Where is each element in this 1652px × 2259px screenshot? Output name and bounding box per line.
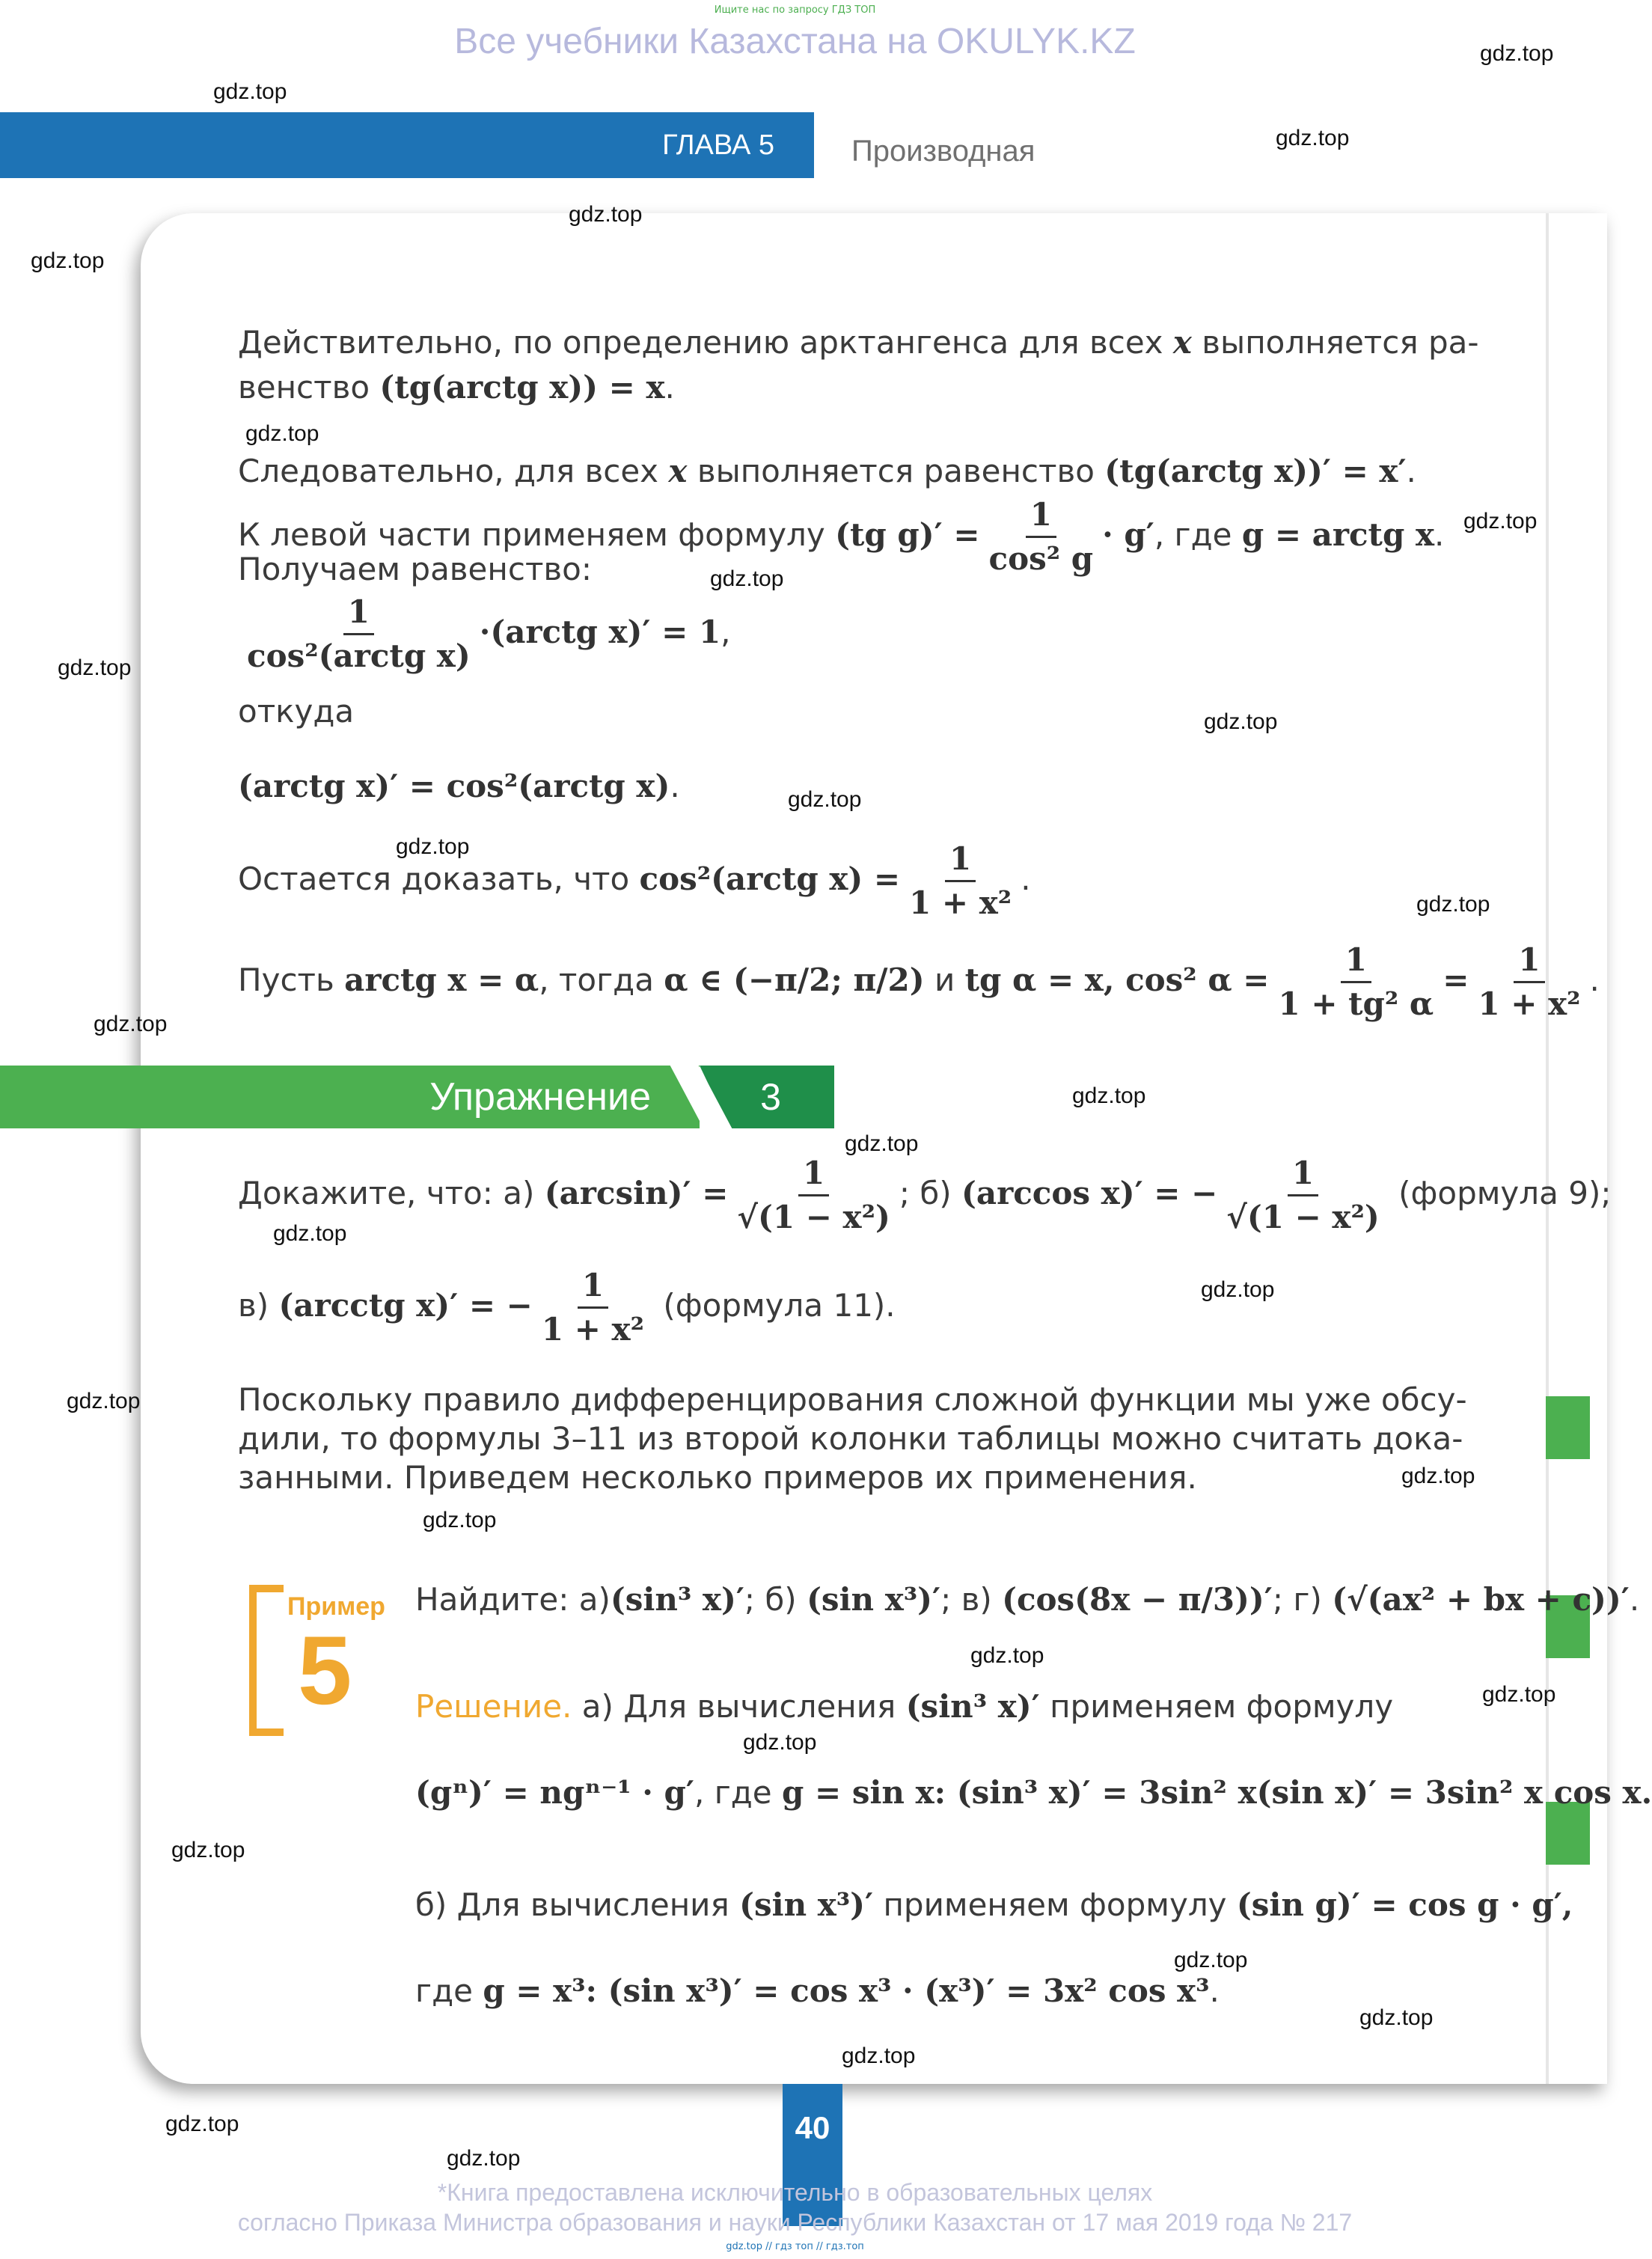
watermark: gdz.top xyxy=(845,1131,919,1156)
watermark: gdz.top xyxy=(970,1643,1044,1668)
body-line-1: Действительно, по определению арктангенса для всех x выполняется ра- xyxy=(238,324,1479,361)
watermark: gdz.top xyxy=(710,566,784,591)
body-line-5: Получаем равенство: xyxy=(238,551,593,587)
body-line-7: Остается доказать, что cos²(arctg x) = $\frac{1}{\text{1 + x²}}$ . xyxy=(238,834,1031,924)
watermark: gdz.top xyxy=(58,655,132,680)
exercise-number: 3 xyxy=(760,1076,781,1118)
watermark: gdz.top xyxy=(171,1838,245,1862)
footer-tiny: gdz.top // гдз топ // гдз.топ xyxy=(726,2241,864,2252)
solution-line-1: Решение. а) Для вычисления (sin³ x)′ применяем формулу xyxy=(415,1688,1394,1725)
chapter-title: Производная xyxy=(851,135,1035,168)
watermark: gdz.top xyxy=(245,421,319,446)
watermark: gdz.top xyxy=(396,834,470,859)
watermark: gdz.top xyxy=(447,2146,521,2171)
body-line-4: К левой части применяем формулу (tg g)′ = $\frac{1}{\text{cos² g}}$ · g′, где g = arctg x. xyxy=(238,490,1444,580)
watermark: gdz.top xyxy=(1204,709,1278,734)
solution-word: Решение. xyxy=(415,1688,572,1725)
watermark: gdz.top xyxy=(1401,1464,1475,1488)
watermark: gdz.top xyxy=(1482,1682,1556,1707)
paragraph-line-3: занными. Приведем несколько примеров их применения. xyxy=(238,1459,1197,1496)
watermark: gdz.top xyxy=(31,248,105,273)
side-tab xyxy=(1546,1396,1590,1459)
body-line-3: Следовательно, для всех x выполняется равенство (tg(arctg x))′ = x′. xyxy=(238,453,1416,489)
equation-1: $\frac{1}{\text{cos²(arctg x)}}$ ·(arctg x)′ = 1, xyxy=(238,587,731,677)
watermark: gdz.top xyxy=(94,1012,168,1036)
watermark: gdz.top xyxy=(1072,1083,1146,1108)
example-task: Найдите: а)(sin³ x)′; б) (sin x³)′; в) (cos(8x − π/3))′; г) (√(ax² + bx + c))′. xyxy=(415,1581,1640,1618)
body-line-2: венство (tg(arctg x)) = x. xyxy=(238,369,675,406)
watermark: gdz.top xyxy=(842,2044,916,2068)
watermark: gdz.top xyxy=(1416,892,1490,917)
site-title: Все учебники Казахстана на OKULYK.KZ xyxy=(454,22,1136,61)
footer-line-1: *Книга предоставлена исключительно в образовательных целях xyxy=(437,2179,1153,2206)
watermark: gdz.top xyxy=(569,202,643,227)
chapter-label: ГЛАВА 5 xyxy=(662,129,774,161)
watermark: gdz.top xyxy=(213,79,287,104)
solution-line-3: б) Для вычисления (sin x³)′ применяем формулу (sin g)′ = cos g · g′, xyxy=(415,1886,1573,1923)
search-hint: Ищите нас по запросу ГДЗ ТОП xyxy=(714,4,876,16)
solution-line-4: где g = x³: (sin x³)′ = cos x³ · (x³)′ = 3x² cos x³. xyxy=(415,1972,1220,2009)
watermark: gdz.top xyxy=(1276,126,1350,150)
watermark: gdz.top xyxy=(788,787,862,812)
body-line-8: Пусть arctg x = α, тогда α ∈ (−π/2; π/2) и tg α = x, cos² α = $\frac{1}{\text{1 + tg² α}}$ = $\frac{1}{\text{1 + x²}}$ . xyxy=(238,935,1600,1025)
watermark: gdz.top xyxy=(273,1221,347,1246)
watermark: gdz.top xyxy=(743,1730,817,1755)
example-number: 5 xyxy=(298,1615,352,1725)
watermark: gdz.top xyxy=(1463,509,1538,534)
watermark: gdz.top xyxy=(1174,1948,1248,1972)
paragraph-line-1: Поскольку правило дифференцирования сложной функции мы уже обсу- xyxy=(238,1381,1467,1418)
exercise-line-1: Докажите, что: а) (arcsin)′ = $\frac{1}{\text{√(1 − x²)}}$ ; б) (arccos x)′ = − $\frac{1}{\text{√(1 − x²)}}$ (формула 9); xyxy=(238,1149,1611,1238)
watermark: gdz.top xyxy=(1201,1277,1275,1302)
exercise-line-2: в) (arcctg x)′ = − $\frac{1}{\text{1 + x²}}$ (формула 11). xyxy=(238,1261,896,1351)
watermark: gdz.top xyxy=(423,1508,497,1532)
watermark: gdz.top xyxy=(165,2112,239,2136)
page-number: 40 xyxy=(795,2110,830,2145)
example-bracket xyxy=(249,1585,284,1736)
paragraph-line-2: дили, то формулы 3–11 из второй колонки таблицы можно считать дока- xyxy=(238,1420,1463,1457)
watermark: gdz.top xyxy=(1480,41,1554,66)
footer-line-2: согласно Приказа Министра образования и науки Республики Казахстан от 17 мая 2019 года № 217 xyxy=(237,2209,1353,2236)
solution-line-2: (gⁿ)′ = ngⁿ⁻¹ · g′, где g = sin x: (sin³ x)′ = 3sin² x(sin x)′ = 3sin² x cos x. xyxy=(415,1774,1652,1811)
watermark: gdz.top xyxy=(67,1389,141,1413)
example-word: Пример xyxy=(287,1592,385,1621)
exercise-label: Упражнение xyxy=(429,1075,651,1119)
equation-2: (arctg x)′ = cos²(arctg x). xyxy=(238,768,680,804)
body-line-6: откуда xyxy=(238,693,355,730)
watermark: gdz.top xyxy=(1359,2005,1434,2030)
